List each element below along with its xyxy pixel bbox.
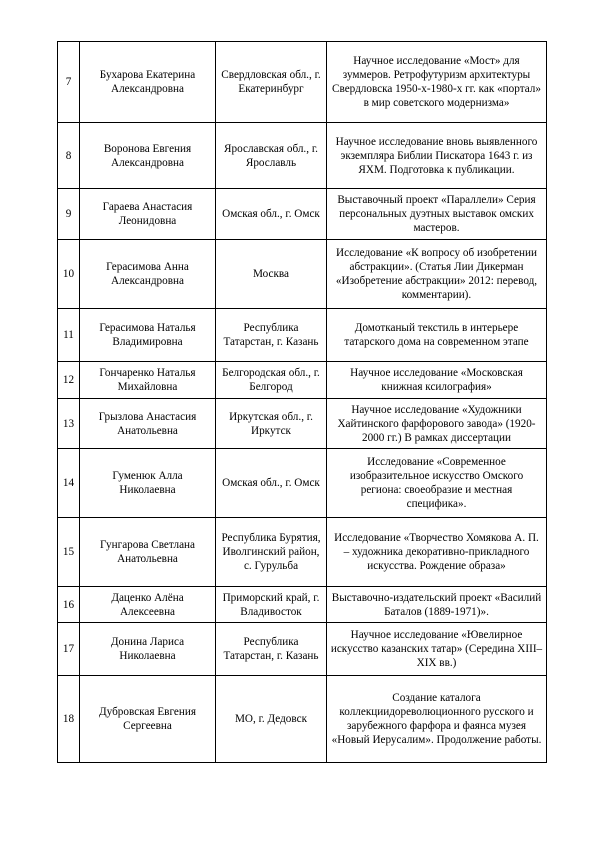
table-row <box>58 623 547 676</box>
participant-region: Свердловская обл., г. Екатеринбург <box>216 42 327 123</box>
table-row <box>58 240 547 309</box>
project-description: Исследование «К вопросу об изобретении абстракции». (Статья Лии Дикерман «Изобретение абстракции» 2012: перевод, комментарии). <box>327 240 547 309</box>
table-row <box>58 189 547 240</box>
participant-region: Ярославская обл., г. Ярославль <box>216 123 327 189</box>
row-number: 11 <box>58 309 80 362</box>
participant-name: Герасимова Анна Александровна <box>80 240 216 309</box>
row-number: 7 <box>58 42 80 123</box>
participant-region: Республика Татарстан, г. Казань <box>216 623 327 676</box>
table-row <box>58 42 547 123</box>
participant-name: Гуменюк Алла Николаевна <box>80 449 216 518</box>
row-number: 13 <box>58 399 80 449</box>
participant-region: Республика Бурятия, Иволгинский район, с. Гурульба <box>216 518 327 587</box>
table-row <box>58 449 547 518</box>
table-row <box>58 518 547 587</box>
participant-region: Иркутская обл., г. Иркутск <box>216 399 327 449</box>
row-number: 12 <box>58 362 80 399</box>
participant-name: Гончаренко Наталья Михайловна <box>80 362 216 399</box>
row-number: 8 <box>58 123 80 189</box>
project-description: Выставочный проект «Параллели» Серия персональных дуэтных выставок омских мастеров. <box>327 189 547 240</box>
participant-region: Омская обл., г. Омск <box>216 449 327 518</box>
participant-name: Бухарова Екатерина Александровна <box>80 42 216 123</box>
project-description: Домотканый текстиль в интерьере татарского дома на современном этапе <box>327 309 547 362</box>
table-row <box>58 123 547 189</box>
participant-region: Белгородская обл., г. Белгород <box>216 362 327 399</box>
project-description: Исследование «Творчество Хомякова А. П. – художника декоративно-прикладного искусства. Рождение образа» <box>327 518 547 587</box>
project-description: Научное исследование «Ювелирное искусство казанских татар» (Середина XIII–XIX вв.) <box>327 623 547 676</box>
participant-region: МО, г. Дедовск <box>216 676 327 763</box>
table-row <box>58 362 547 399</box>
participant-region: Приморский край, г. Владивосток <box>216 587 327 623</box>
project-description: Выставочно-издательский проект «Василий Баталов (1889-1971)». <box>327 587 547 623</box>
row-number: 10 <box>58 240 80 309</box>
row-number: 17 <box>58 623 80 676</box>
participant-name: Грызлова Анастасия Анатольевна <box>80 399 216 449</box>
table-row <box>58 399 547 449</box>
row-number: 14 <box>58 449 80 518</box>
participant-region: Республика Татарстан, г. Казань <box>216 309 327 362</box>
participant-name: Даценко Алёна Алексеевна <box>80 587 216 623</box>
row-number: 9 <box>58 189 80 240</box>
participants-table <box>57 41 547 763</box>
participant-name: Воронова Евгения Александровна <box>80 123 216 189</box>
participant-region: Омская обл., г. Омск <box>216 189 327 240</box>
project-description: Научное исследование «Художники Хайтинского фарфорового завода» (1920-2000 гг.) В рамках диссертации <box>327 399 547 449</box>
project-description: Создание каталога коллекциидореволюционного русского и зарубежного фарфора и фаянса музея «Новый Иерусалим». Продолжение работы. <box>327 676 547 763</box>
row-number: 15 <box>58 518 80 587</box>
table-row <box>58 676 547 763</box>
row-number: 16 <box>58 587 80 623</box>
table-row <box>58 309 547 362</box>
project-description: Научное исследование «Московская книжная ксилография» <box>327 362 547 399</box>
participant-name: Гунгарова Светлана Анатольевна <box>80 518 216 587</box>
table-row <box>58 587 547 623</box>
project-description: Научное исследование «Мост» для зуммеров. Ретрофутуризм архитектуры Свердловска 1950-х-1980-х гг. как «портал» в мир советского модернизма» <box>327 42 547 123</box>
participant-region: Москва <box>216 240 327 309</box>
participant-name: Гараева Анастасия Леонидовна <box>80 189 216 240</box>
project-description: Научное исследование вновь выявленного экземпляра Библии Пискатора 1643 г. из ЯХМ. Подготовка к публикации. <box>327 123 547 189</box>
row-number: 18 <box>58 676 80 763</box>
participant-name: Герасимова Наталья Владимировна <box>80 309 216 362</box>
participant-name: Дубровская Евгения Сергеевна <box>80 676 216 763</box>
project-description: Исследование «Современное изобразительное искусство Омского региона: своеобразие и местная специфика». <box>327 449 547 518</box>
participant-name: Донина Лариса Николаевна <box>80 623 216 676</box>
